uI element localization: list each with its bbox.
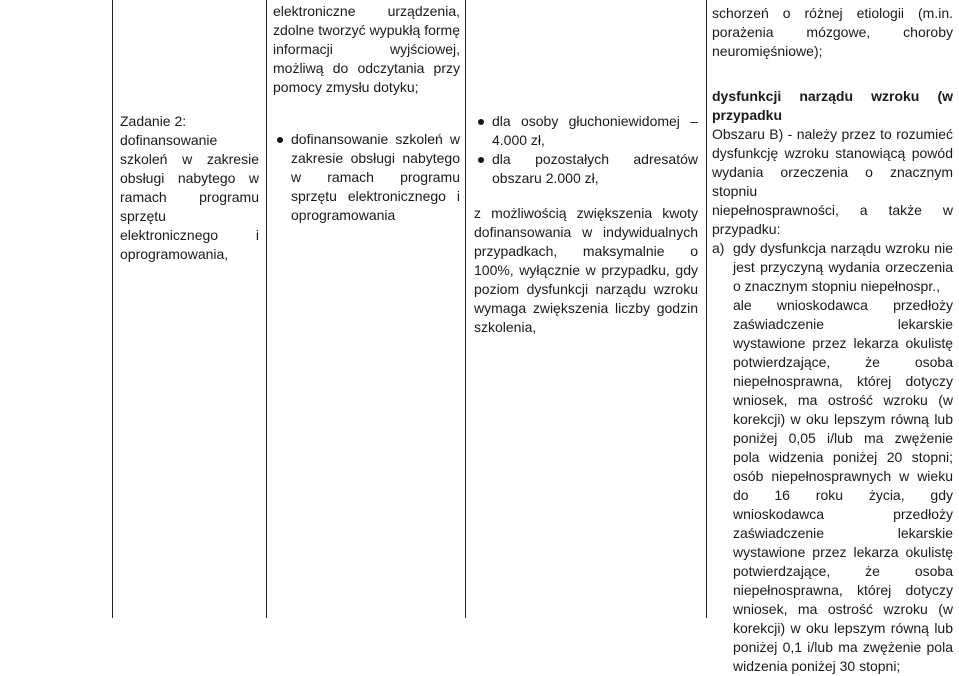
scope-column bbox=[267, 0, 466, 618]
definitions-continuation-text: schorzeń o różnej etiologii (m.in. porażenia mózgowe, choroby neuromięśniowe); bbox=[712, 5, 953, 59]
amount-bullet-others: dla pozostałych adresatów obszaru 2.000 zł, bbox=[474, 150, 698, 188]
task-title: Zadanie 2: bbox=[120, 113, 187, 129]
amount-bullet-deafblind: dla osoby głuchoniewidomej – 4.000 zł, bbox=[474, 112, 698, 150]
vision-dysfunction-extension: niepełnosprawności, a także w przypadku: bbox=[712, 202, 953, 237]
scope-continuation-text: elektroniczne urządzenia, zdolne tworzyć wypukłą formę informacji wyjściowej, możliwą do odczytania przy pomocy zmysłu dotyku; bbox=[273, 3, 460, 95]
definition-item-a-text: gdy dysfunkcja narządu wzroku nie jest przyczyną wydania orzeczenia o znacznym stopniu niepełnospr., bbox=[733, 240, 953, 294]
definition-item-a-label: a) bbox=[712, 240, 725, 256]
amount-increase-note: z możliwością zwiększenia kwoty dofinansowania w indywidualnych przypadkach, maksymalnie o 100%, wyłącznie w przypadku, gdy poziom dysfunkcji narządu wzroku wymaga zwiększenia liczby godzin szkolenia, bbox=[474, 205, 698, 335]
definition-item-a bbox=[712, 239, 953, 296]
task-description: dofinansowanie szkoleń w zakresie obsługi nabytego w ramach programu sprzętu elektronicznego i oprogramowania, bbox=[120, 132, 259, 262]
definitions-column bbox=[706, 0, 959, 674]
vision-dysfunction-title: dysfunkcji narządu wzroku (w przypadku bbox=[712, 88, 953, 123]
scope-bullet: dofinansowanie szkoleń w zakresie obsługi nabytego w ramach programu sprzętu elektronicznego i oprogramowania bbox=[273, 130, 460, 225]
definition-item-a-continuation: ale wnioskodawca przedłoży zaświadczenie lekarskie wystawione przez lekarza okulistę potwierdzające, że osoba niepełnosprawna, której dotyczy wniosek, ma ostrość wzroku (w korekcji) w oku lepszym równą lub poniżej 0,05 i/lub ma zwężenie pola widzenia poniżej 20 stopni; osób niepełnosprawnych w wieku do 16 roku życia, gdy wnioskodawca przedłoży zaświadczenie lekarskie wystawione przez lekarza okulistę potwierdzające, że osoba niepełnosprawna, której dotyczy wniosek, ma ostrość wzroku (w korekcji) w oku lepszym równą lub poniżej 0,1 i/lub ma zwężenie pola widzenia poniżej 30 stopni; bbox=[733, 297, 953, 674]
vision-dysfunction-definition: Obszaru B) - należy przez to rozumieć dysfunkcję wzroku stanowiącą powód wydania orzeczenia o znacznym stopniu bbox=[712, 126, 953, 199]
task-column bbox=[112, 0, 267, 618]
amount-column bbox=[466, 0, 706, 618]
